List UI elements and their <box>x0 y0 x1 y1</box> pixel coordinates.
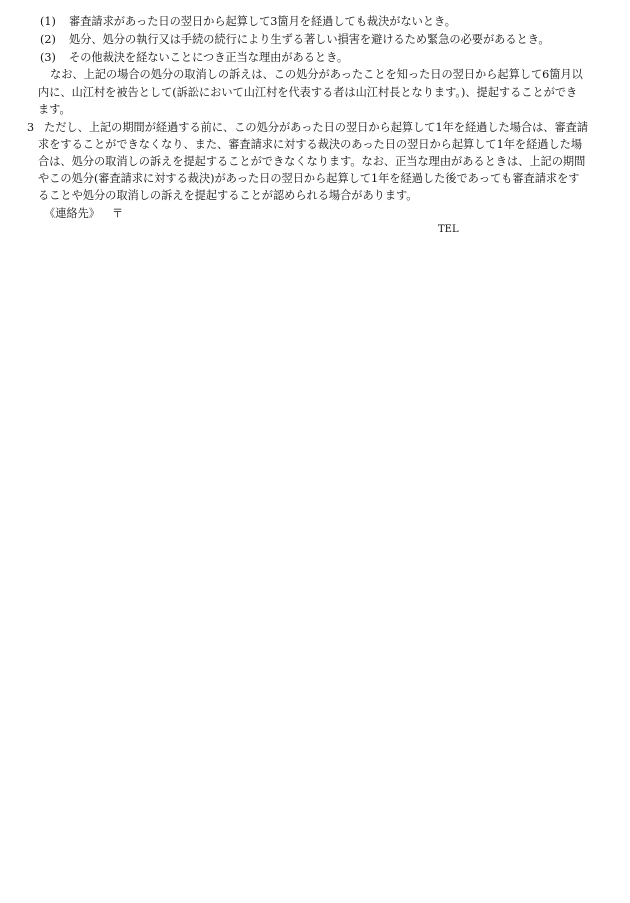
item-1-number: (1) <box>40 15 56 28</box>
item-3-number: (3) <box>40 51 56 64</box>
contact-label: 《連絡先》 <box>44 207 100 220</box>
nao-paragraph-line: 内に、山江村を被告として(訴訟において山江村を代表する者は山江村長となります。)、提起することができ <box>38 86 578 99</box>
item-3-text: その他裁決を経ないことにつき正当な理由があるとき。 <box>69 51 349 64</box>
section-3-number: 3 <box>27 121 35 134</box>
item-2-number: (2) <box>40 33 56 46</box>
section-3-line: ただし、上記の期間が経過する前に、この処分があった日の翌日から起算して1年を経過した場合は、審査請 <box>44 121 589 134</box>
item-1-text: 審査請求があった日の翌日から起算して3箇月を経過しても裁決がないとき。 <box>69 15 456 28</box>
section-3-line: 合は、処分の取消しの訴えを提起することができなくなります。なお、正当な理由があるときは、上記の期間 <box>38 155 586 168</box>
tel-label: TEL <box>438 224 459 235</box>
section-3-line: ることや処分の取消しの訴えを提起することが認められる場合があります。 <box>38 189 418 202</box>
nao-paragraph-line: なお、上記の場合の処分の取消しの訴えは、この処分があったことを知った日の翌日から起算して6箇月以 <box>50 68 583 81</box>
item-2-text: 処分、処分の執行又は手続の続行により生ずる著しい損害を避けるため緊急の必要があるとき。 <box>69 33 550 46</box>
nao-paragraph-line: ます。 <box>38 103 71 116</box>
section-3-line: やこの処分(審査請求に対する裁決)があった日の翌日から起算して1年を経過した後であっても審査請求をす <box>38 172 580 185</box>
postal-mark: 〒 <box>112 207 124 220</box>
section-3-line: 求をすることができなくなり、また、審査請求に対する裁決のあった日の翌日から起算して1年を経過した場 <box>38 138 583 151</box>
